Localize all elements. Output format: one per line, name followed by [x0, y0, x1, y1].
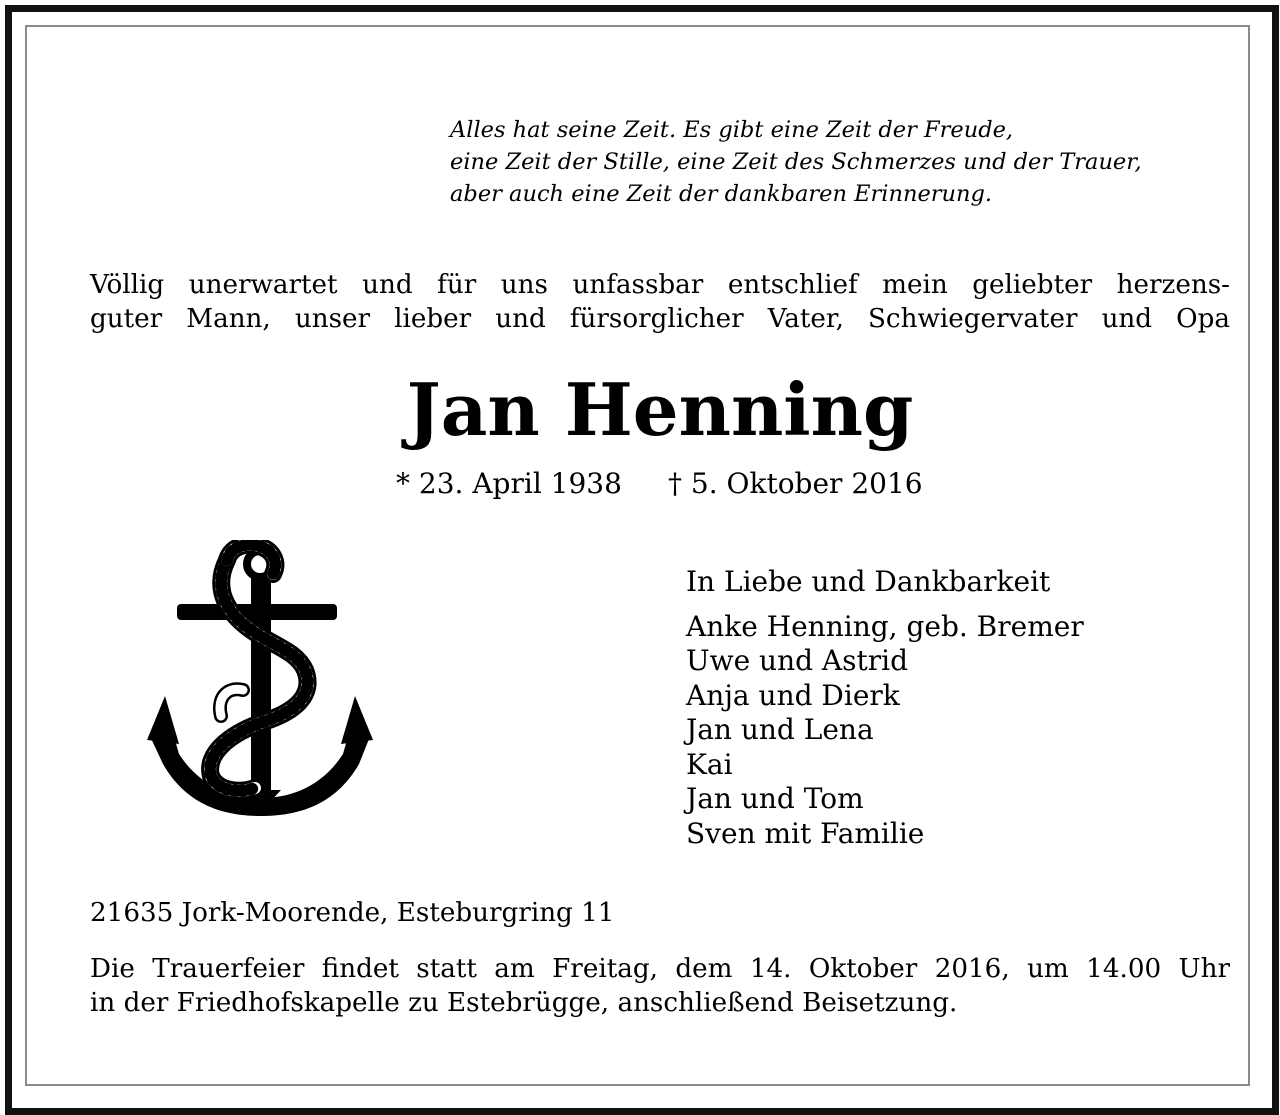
deceased-name: Jan Henning [406, 367, 914, 452]
family-member: Kai [686, 747, 733, 781]
birth-date: * 23. April 1938 [396, 467, 622, 500]
announcement-intro [90, 268, 1230, 336]
family-member: Jan und Lena [686, 713, 874, 746]
epigraph-quote [450, 114, 1142, 210]
intro-line: Völlig unerwartet und für uns unfassbar entschlief mein geliebter herzens- [90, 270, 1230, 300]
family-address: 21635 Jork-Moorende, Esteburgring 11 [90, 898, 615, 928]
service-line: Die Trauerfeier findet statt am Freitag, dem 14. Oktober 2016, um 14.00 Uhr [90, 954, 1230, 984]
intro-line: guter Mann, unser lieber und fürsorglicher Vater, Schwiegervater und Opa [90, 304, 1230, 334]
family-signatures [686, 565, 1084, 851]
anchor-with-rope-icon [145, 540, 375, 820]
death-date: † 5. Oktober 2016 [668, 467, 923, 500]
service-line: in der Friedhofskapelle zu Estebrügge, anschließend Beisetzung. [90, 988, 958, 1018]
funeral-service-info [90, 952, 1230, 1020]
quote-line: Alles hat seine Zeit. Es gibt eine Zeit der Freude, [450, 117, 1014, 143]
family-member: Sven mit Familie [686, 816, 925, 850]
family-member: Anja und Dierk [686, 678, 900, 712]
family-heading: In Liebe und Dankbarkeit [686, 565, 1051, 598]
family-member: Anke Henning, geb. Bremer [686, 609, 1084, 643]
family-member: Uwe und Astrid [686, 644, 909, 677]
family-member: Jan und Tom [686, 782, 864, 815]
quote-line: eine Zeit der Stille, eine Zeit des Schmerzes und der Trauer, [450, 149, 1142, 175]
quote-line: aber auch eine Zeit der dankbaren Erinnerung. [450, 181, 993, 207]
